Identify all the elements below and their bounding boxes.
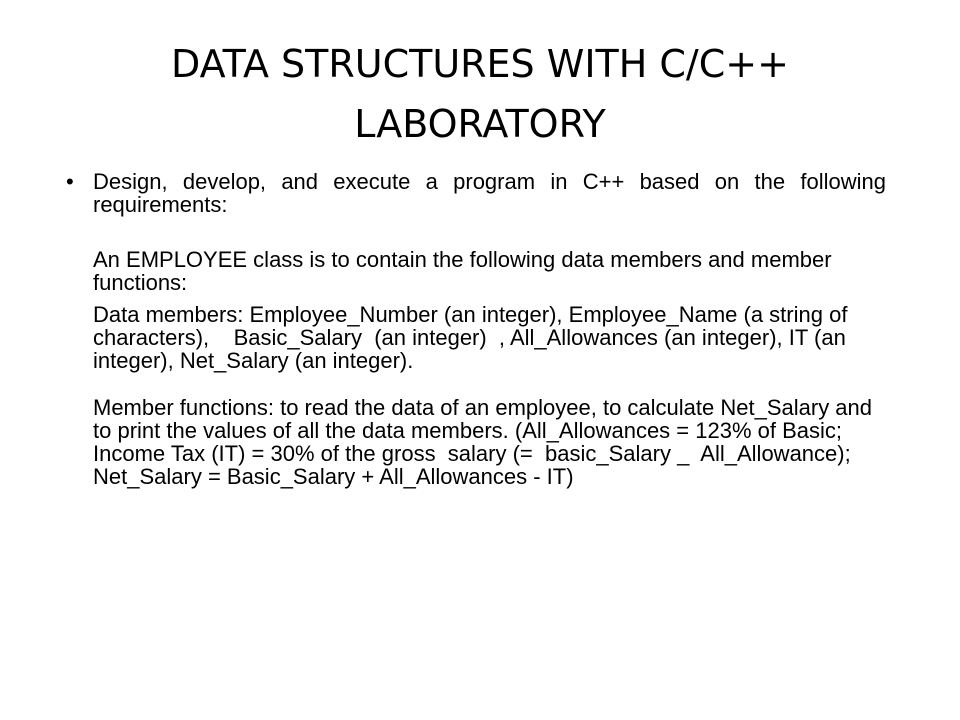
slide-title-line-1: DATA STRUCTURES WITH C/C++ bbox=[171, 42, 789, 86]
slide-title bbox=[60, 34, 900, 154]
bullet-text: Design, develop, and execute a program in C++ based on the following requirements: bbox=[93, 169, 886, 217]
bullet-dot-icon: • bbox=[66, 169, 74, 194]
member-functions-paragraph: Member functions: to read the data of an employee, to calculate Net_Salary and to print the values of all the data members. (All_Allowances = 123% of Basic; Income Tax (IT) = 30% of the gross salary (= basic_Salary _ All_Allowance); Net_Salary = Basic_Salary + All_Allowances - IT) bbox=[93, 395, 879, 489]
employee-class-paragraph: An EMPLOYEE class is to contain the following data members and member functions: bbox=[93, 247, 832, 295]
bullet-item bbox=[66, 170, 886, 216]
data-members-paragraph: Data members: Employee_Number (an integer), Employee_Name (a string of characters), Basic_Salary (an integer) , All_Allowances (an integer), IT (an integer), Net_Salary (an integer). bbox=[93, 302, 854, 373]
slide-title-line-2: LABORATORY bbox=[354, 102, 606, 146]
slide-body bbox=[66, 170, 886, 488]
